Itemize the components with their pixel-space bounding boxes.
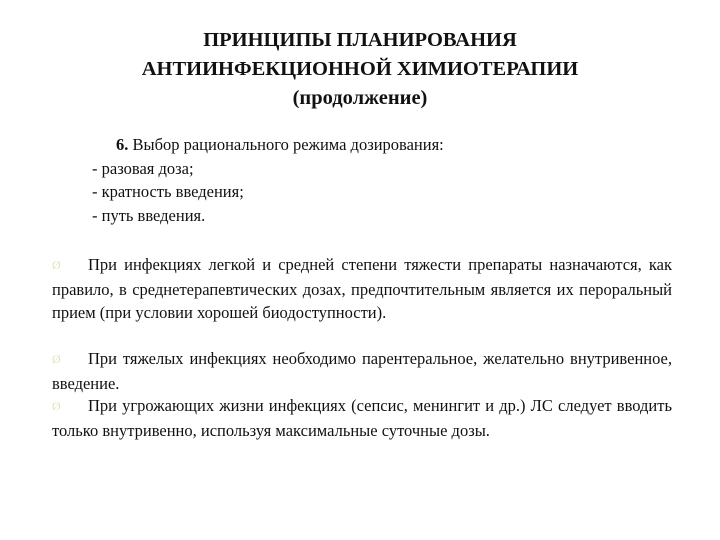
list-item: - кратность введения;: [92, 182, 244, 201]
arrow-bullet-icon: Ø: [52, 258, 61, 272]
title-line-3: (продолжение): [292, 87, 428, 109]
title-line-2: АНТИИНФЕКЦИОННОЙ ХИМИОТЕРАПИИ: [141, 58, 579, 80]
paragraph-text: При тяжелых инфекциях необходимо парентеральное, желательно внутривенное, введение.: [52, 349, 672, 393]
list-heading: [116, 133, 444, 157]
title-line-1: ПРИНЦИПЫ ПЛАНИРОВАНИЯ: [203, 29, 517, 51]
list-item: - разовая доза;: [92, 158, 194, 178]
paragraph-mild-infections: [52, 253, 672, 325]
arrow-bullet-icon: Ø: [52, 352, 61, 366]
list-heading-text: Выбор рационального режима дозирования:: [132, 135, 444, 154]
list-number: 6.: [116, 135, 129, 154]
slide-title: [40, 26, 680, 113]
paragraph-text: При инфекциях легкой и средней степени тяжести препараты назначаются, как правило, в среднетерапевтических дозах, предпочтительным является их пероральный прием (при условии хорошей биодоступности).: [52, 255, 672, 322]
dosing-regimen-list: [92, 133, 444, 227]
arrow-bullet-icon: Ø: [52, 399, 61, 413]
list-item: - путь введения.: [92, 205, 206, 225]
paragraph-severe-infections: [52, 347, 672, 395]
paragraph-life-threatening-infections: [52, 394, 672, 442]
paragraph-text: При угрожающих жизни инфекциях (сепсис, менингит и др.) ЛС следует вводить только внутривенно, используя максимальные суточные дозы.: [52, 396, 672, 440]
